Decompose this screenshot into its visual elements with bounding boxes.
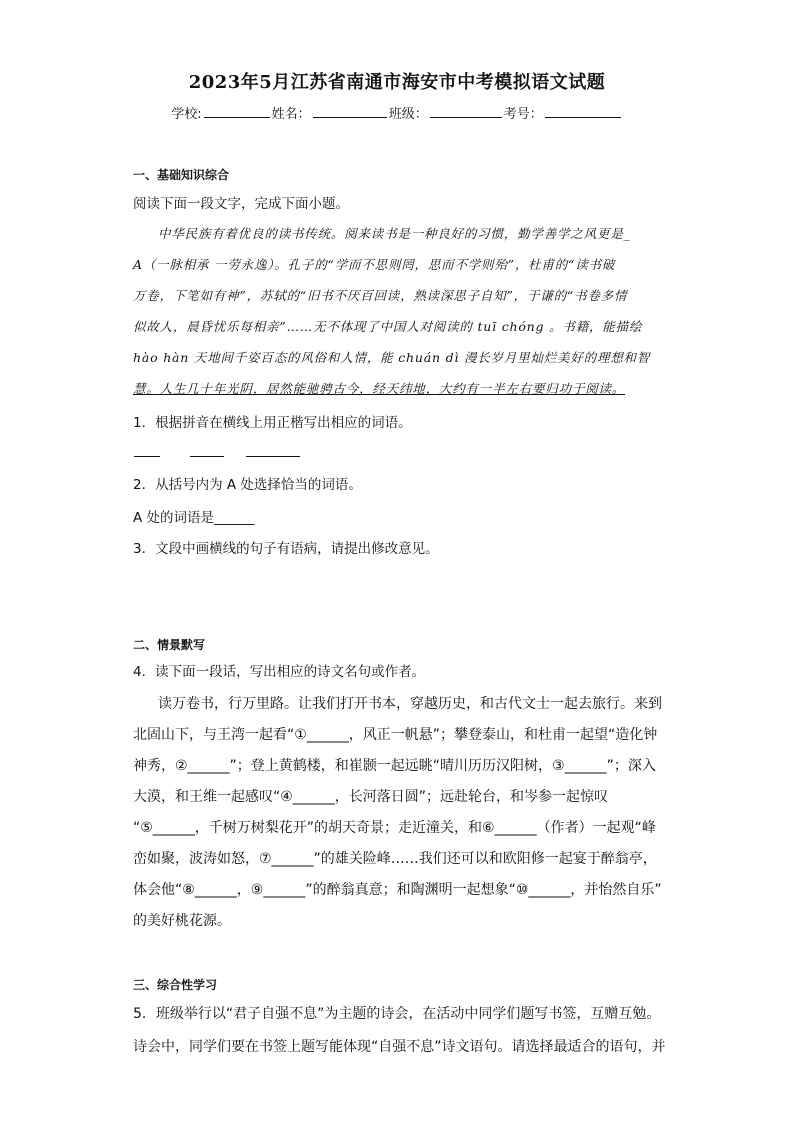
exam-title: 2023年5月江苏省南通市海安市中考模拟语文试题 bbox=[188, 72, 606, 93]
passage-line: 似故人，晨昏忧乐每相亲”……无不体现了中国人对阅读的 tuī chóng 。书籍，能描绘 bbox=[133, 319, 643, 334]
answer-blank[interactable] bbox=[190, 456, 224, 457]
passage-line: A（一脉相承 一劳永逸）。孔子的“学而不思则罔，思而不学则殆”，杜甫的“读书破 bbox=[133, 257, 616, 272]
student-info-row bbox=[0, 103, 794, 122]
underlined-sentence: 慧。人生几十年光阴，居然能驰骋古今，经天纬地，大约有一半左右要归功于阅读。 bbox=[133, 381, 626, 396]
question-5: 5．班级举行以“君子自强不息”为主题的诗会，在活动中同学们题写书签，互赠互勉。 bbox=[133, 1006, 661, 1022]
exam-no-label: 考号： bbox=[503, 107, 543, 122]
class-blank[interactable] bbox=[430, 105, 502, 118]
name-label: 姓名： bbox=[271, 107, 311, 122]
poem-passage-line: 峦如聚，波涛如怒，⑦______”的雄关险峰……我们还可以和欧阳修一起宴于醉翁亭， bbox=[133, 851, 657, 867]
poem-passage-line: “⑤______，千树万树梨花开”的胡天奇景；走近潼关，和⑥______（作者）一起观“峰 bbox=[133, 820, 656, 836]
poem-passage-line: 读万卷书，行万里路。让我们打开书本，穿越历史，和古代文士一起去旅行。来到 bbox=[158, 696, 662, 712]
class-label: 班级： bbox=[388, 107, 428, 122]
poem-passage-line: 的美好桃花源。 bbox=[133, 913, 231, 929]
section-heading: 三、综合性学习 bbox=[133, 978, 218, 992]
question-3: 3．文段中画横线的句子有语病，请提出修改意见。 bbox=[133, 541, 439, 557]
poem-passage-line: 神秀，②______”；登上黄鹤楼，和崔颢一起远眺“晴川历历汉阳树，③______”；深入 bbox=[133, 758, 656, 774]
question-2: 2．从括号内为 A 处选择恰当的词语。 bbox=[133, 477, 362, 493]
exam-no-blank[interactable] bbox=[545, 105, 621, 118]
poem-passage-line: 北固山下，与王湾一起看“①______，风正一帆悬”；攀登泰山，和杜甫一起望“造化钟 bbox=[133, 727, 658, 743]
poem-passage-line: 体会他“⑧______，⑨______”的醉翁真意；和陶渊明一起想象“⑩______，并怡然自乐” bbox=[133, 882, 662, 898]
section-heading: 二、情景默写 bbox=[133, 638, 206, 652]
question-5-line: 诗会中，同学们要在书签上题写能体现“自强不息”诗文语句。请选择最适合的语句，并 bbox=[133, 1039, 666, 1055]
section-heading: 一、基础知识综合 bbox=[133, 168, 230, 182]
passage-line: hào hàn 天地间千姿百态的风俗和人情，能 chuán dì 漫长岁月里灿烂美好的理想和智 bbox=[133, 350, 651, 365]
name-blank[interactable] bbox=[313, 105, 387, 118]
school-label: 学校: bbox=[171, 107, 202, 122]
passage-line: 万卷，下笔如有神”，苏轼的“旧书不厌百回读，熟读深思子自知”，于谦的“书卷多情 bbox=[133, 288, 628, 303]
poem-passage-line: 大漠，和王维一起感叹“④______，长河落日圆”；远赴轮台，和岑参一起惊叹 bbox=[133, 789, 609, 805]
question-4: 4．读下面一段话，写出相应的诗文名句或作者。 bbox=[133, 664, 426, 680]
answer-blank[interactable] bbox=[246, 456, 300, 457]
passage-line: 中华民族有着优良的读书传统。阅来读书是一种良好的习惯，勤学善学之风更是_ bbox=[158, 226, 631, 241]
answer-blank[interactable] bbox=[134, 456, 160, 457]
question-1: 1．根据拼音在横线上用正楷写出相应的词语。 bbox=[133, 415, 412, 431]
school-blank[interactable] bbox=[204, 105, 270, 118]
question-2-answer: A 处的词语是______ bbox=[133, 510, 255, 526]
intro-text: 阅读下面一段文字，完成下面小题。 bbox=[133, 196, 349, 212]
